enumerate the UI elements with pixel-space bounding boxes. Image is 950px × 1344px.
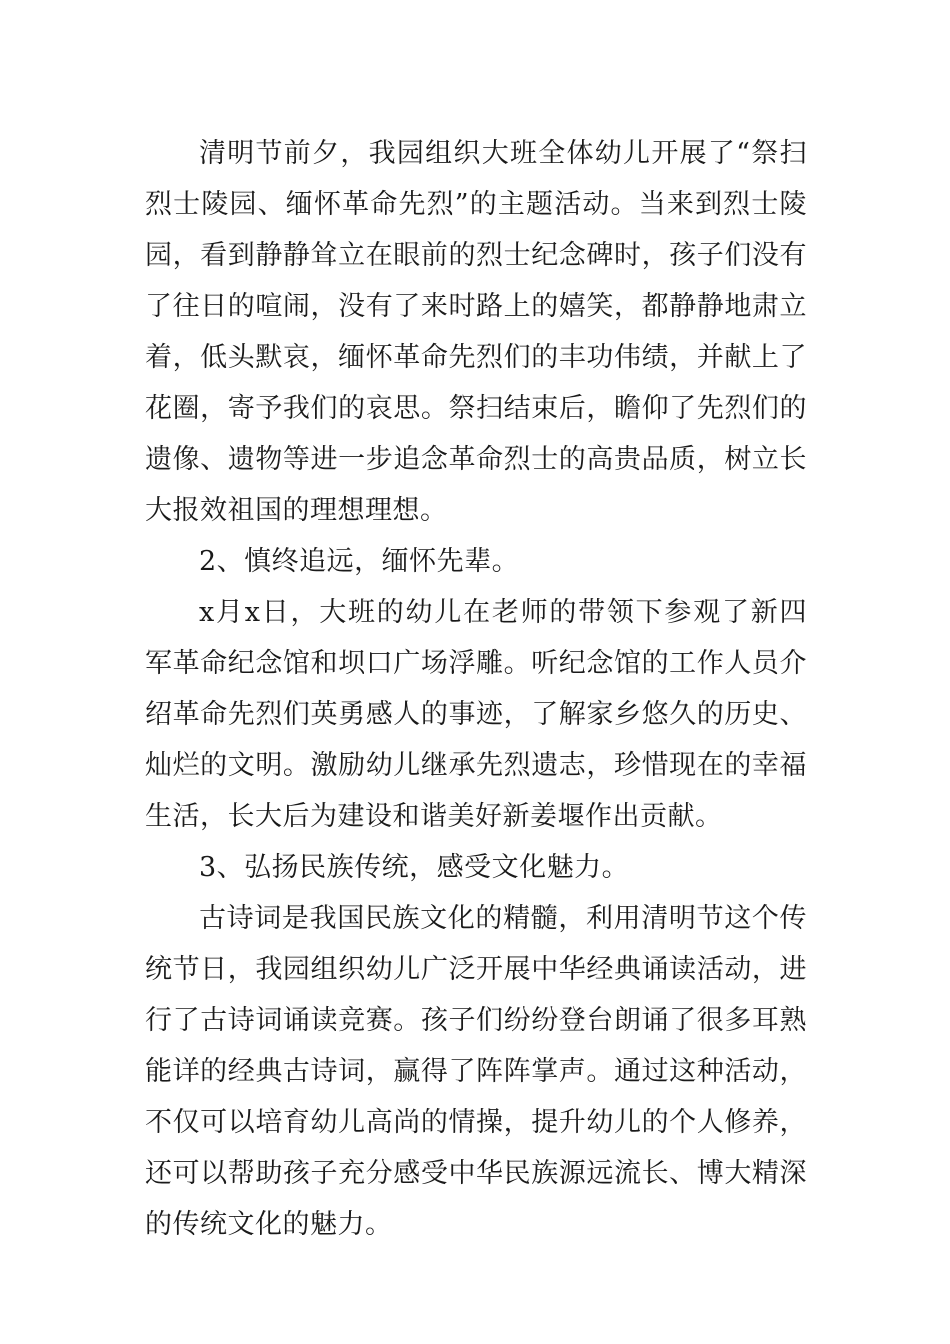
section-heading-3: 3、弘扬民族传统，感受文化魅力。 bbox=[199, 852, 630, 883]
paragraph-museum-visit: x月x日，大班的幼儿在老师的带领下参观了新四军革命纪念馆和坝口广场浮雕。听纪念馆的工作人员介绍革命先烈们英勇感人的事迹，了解家乡悠久的历史、灿烂的文明。激励幼儿继承先烈遗志，珍惜现在的幸福生活，长大后为建设和谐美好新姜堰作出贡献。 bbox=[145, 597, 807, 832]
paragraph-memorial-visit: 清明节前夕，我园组织大班全体幼儿开展了“祭扫烈士陵园、缅怀革命先烈”的主题活动。当来到烈士陵园，看到静静耸立在眼前的烈士纪念碑时，孩子们没有了往日的喧闹，没有了来时路上的嬉笑，都静静地肃立着，低头默哀，缅怀革命先烈们的丰功伟绩，并献上了花圈，寄予我们的哀思。祭扫结束后，瞻仰了先烈们的遗像、遗物等进一步追念革命烈士的高贵品质，树立长大报效祖国的理想理想。 bbox=[145, 138, 807, 526]
section-heading-2: 2、慎终追远，缅怀先辈。 bbox=[199, 546, 520, 577]
document-body bbox=[145, 128, 807, 1250]
paragraph-classic-poetry: 古诗词是我国民族文化的精髓，利用清明节这个传统节日，我园组织幼儿广泛开展中华经典诵读活动，进行了古诗词诵读竞赛。孩子们纷纷登台朗诵了很多耳熟能详的经典古诗词，赢得了阵阵掌声。通过这种活动，不仅可以培育幼儿高尚的情操，提升幼儿的个人修养，还可以帮助孩子充分感受中华民族源远流长、博大精深的传统文化的魅力。 bbox=[145, 903, 807, 1240]
